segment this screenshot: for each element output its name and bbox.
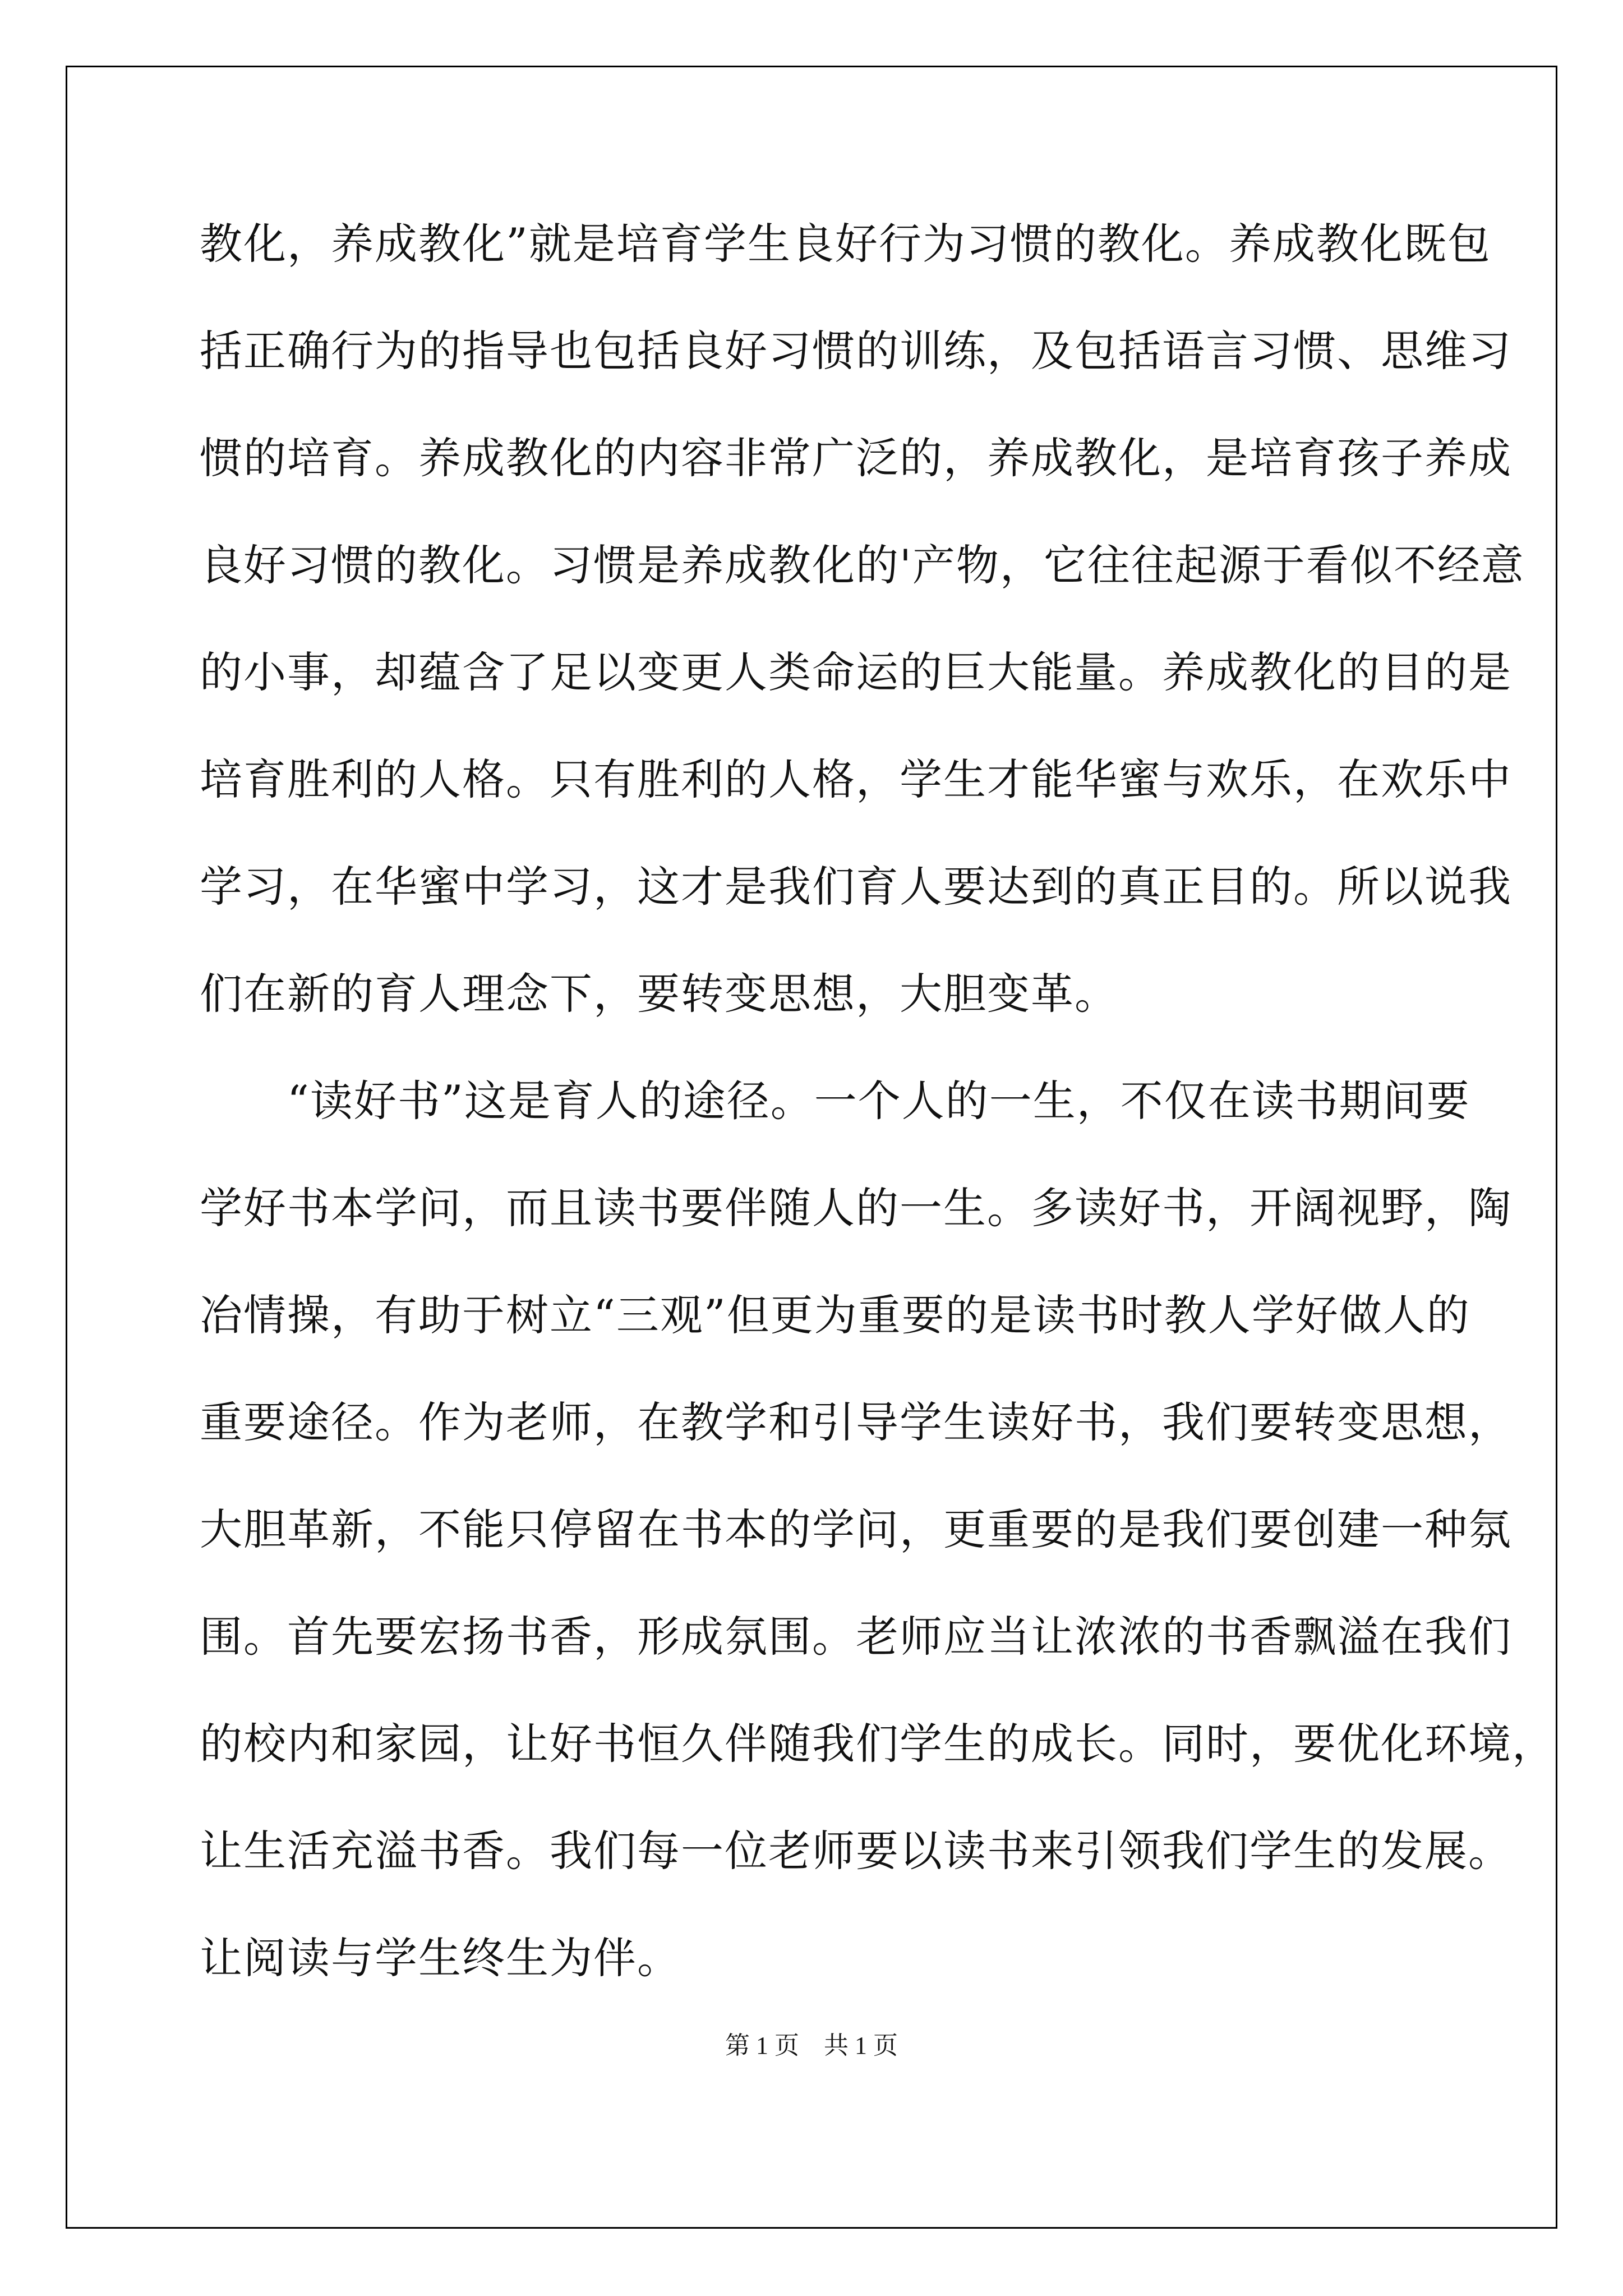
page-footer: 第 1 页 共 1 页 <box>725 2032 898 2059</box>
text-line: 的校内和家园，让好书恒久伴随我们学生的成长。同时，要优化环境， <box>200 1719 1556 1769</box>
text-line: 培育胜利的人格。只有胜利的人格，学生才能华蜜与欢乐，在欢乐中 <box>200 754 1512 804</box>
text-line: 冶情操，有助于树立“三观”但更为重要的是读书时教人学好做人的 <box>200 1290 1470 1340</box>
text-line: 让生活充溢书香。我们每一位老师要以读书来引领我们学生的发展。 <box>200 1826 1512 1876</box>
text-line: 教化，养成教化”就是培育学生良好行为习惯的教化。养成教化既包 <box>200 219 1491 269</box>
text-line: 们在新的育人理念下，要转变思想，大胆变革。 <box>200 969 1118 1019</box>
text-line: “读好书”这是育人的途径。一个人的一生，不仅在读书期间要 <box>200 1076 1470 1126</box>
text-line: 括正确行为的指导也包括良好习惯的训练，及包括语言习惯、思维习 <box>200 326 1512 376</box>
text-line: 重要途径。作为老师，在教学和引导学生读好书，我们要转变思想， <box>200 1397 1512 1447</box>
text-line: 惯的培育。养成教化的内容非常广泛的，养成教化，是培育孩子养成 <box>200 433 1512 483</box>
text-line: 的小事，却蕴含了足以变更人类命运的巨大能量。养成教化的目的是 <box>200 647 1512 697</box>
text-line: 良好习惯的教化。习惯是养成教化的'产物，它往往起源于看似不经意 <box>200 540 1525 590</box>
text-line: 学好书本学问，而且读书要伴随人的一生。多读好书，开阔视野，陶 <box>200 1183 1512 1233</box>
text-line: 学习，在华蜜中学习，这才是我们育人要达到的真正目的。所以说我 <box>200 862 1512 912</box>
text-line: 围。首先要宏扬书香，形成氛围。老师应当让浓浓的书香飘溢在我们 <box>200 1612 1512 1662</box>
document-body <box>200 210 1556 2032</box>
text-line: 让阅读与学生终生为伴。 <box>200 1933 681 1983</box>
text-line: 大胆革新，不能只停留在书本的学问，更重要的是我们要创建一种氛 <box>200 1504 1512 1554</box>
